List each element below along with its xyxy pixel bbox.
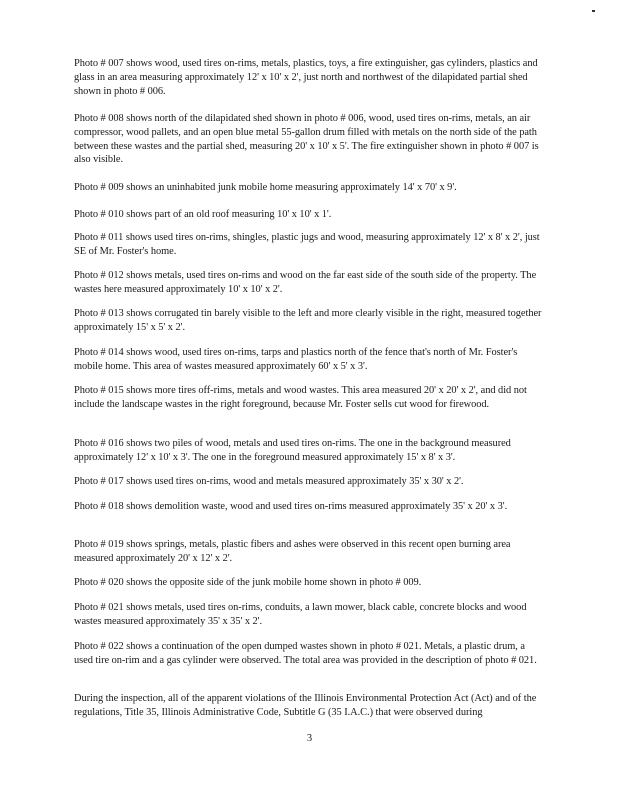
- paragraph-photo-020: Photo # 020 shows the opposite side of the junk mobile home shown in photo # 009.: [74, 577, 422, 588]
- paragraph-photo-013: Photo # 013 shows corrugated tin barely visible to the left and more clearly visible in the right, measured together approximately 15' x 5' x 2'.: [74, 308, 542, 333]
- paragraph-photo-019: Photo # 019 shows springs, metals, plastic fibers and ashes were observed in this recent open burning area measured approximately 20' x 12' x 2'.: [74, 539, 511, 564]
- paragraph-photo-022: Photo # 022 shows a continuation of the open dumped wastes shown in photo # 021. Metals, a plastic drum, a used tire on-rim and a gas cylinder were observed. The total area was provided in the description of photo # 021.: [74, 641, 537, 666]
- paragraph-photo-018: Photo # 018 shows demolition waste, wood and used tires on-rims measured approximately 35' x 20' x 3'.: [74, 501, 508, 512]
- paragraph-photo-011: Photo # 011 shows used tires on-rims, shingles, plastic jugs and wood, measuring approximately 12' x 8' x 2', just SE of Mr. Foster's home.: [74, 232, 540, 257]
- page-number: 3: [306, 733, 313, 744]
- paragraph-photo-007: Photo # 007 shows wood, used tires on-rims, metals, plastics, toys, a fire extinguisher, gas cylinders, plastics and glass in an area measuring approximately 12' x 10' x 2', just north and northwest of the dilapidated partial shed shown in photo # 006.: [74, 58, 538, 97]
- paragraph-photo-014: Photo # 014 shows wood, used tires on-rims, tarps and plastics north of the fence that's north of Mr. Foster's mobile home. This area of wastes measured approximately 60' x 5' x 3'.: [74, 347, 518, 372]
- scan-mark: [592, 10, 595, 12]
- paragraph-photo-012: Photo # 012 shows metals, used tires on-rims and wood on the far east side of the south side of the property. The wastes here measured approximately 10' x 10' x 2'.: [74, 270, 537, 295]
- paragraph-photo-015: Photo # 015 shows more tires off-rims, metals and wood wastes. This area measured 20' x 20' x 2', and did not include the landscape wastes in the right foreground, because Mr. Foster sells cut wood for firewood.: [74, 385, 527, 410]
- paragraph-photo-016: Photo # 016 shows two piles of wood, metals and used tires on-rims. The one in the background measured approximately 12' x 10' x 3'. The one in the foreground measured approximately 15' x 8' x 3'.: [74, 438, 511, 463]
- paragraph-photo-010: Photo # 010 shows part of an old roof measuring 10' x 10' x 1'.: [74, 209, 332, 220]
- paragraph-photo-017: Photo # 017 shows used tires on-rims, wood and metals measured approximately 35' x 30' x 2'.: [74, 476, 464, 487]
- paragraph-photo-009: Photo # 009 shows an uninhabited junk mobile home measuring approximately 14' x 70' x 9'.: [74, 182, 457, 193]
- paragraph-inspection-violations: During the inspection, all of the apparent violations of the Illinois Environmental Protection Act (Act) and of the regulations, Title 35, Illinois Administrative Code, Subtitle G (35 I.A.C.) that were observed during: [74, 693, 537, 718]
- paragraph-photo-008: Photo # 008 shows north of the dilapidated shed shown in photo # 006, wood, used tires on-rims, metals, an air compressor, wood pallets, and an open blue metal 55-gallon drum filled with metals on the north side of the path between these wastes and the partial shed, measuring 20' x 10' x 5'. The fire extinguisher shown in photo # 007 is also visible.: [74, 113, 539, 166]
- paragraph-photo-021: Photo # 021 shows metals, used tires on-rims, conduits, a lawn mower, black cable, concrete blocks and wood wastes measured approximately 35' x 35' x 2'.: [74, 602, 527, 627]
